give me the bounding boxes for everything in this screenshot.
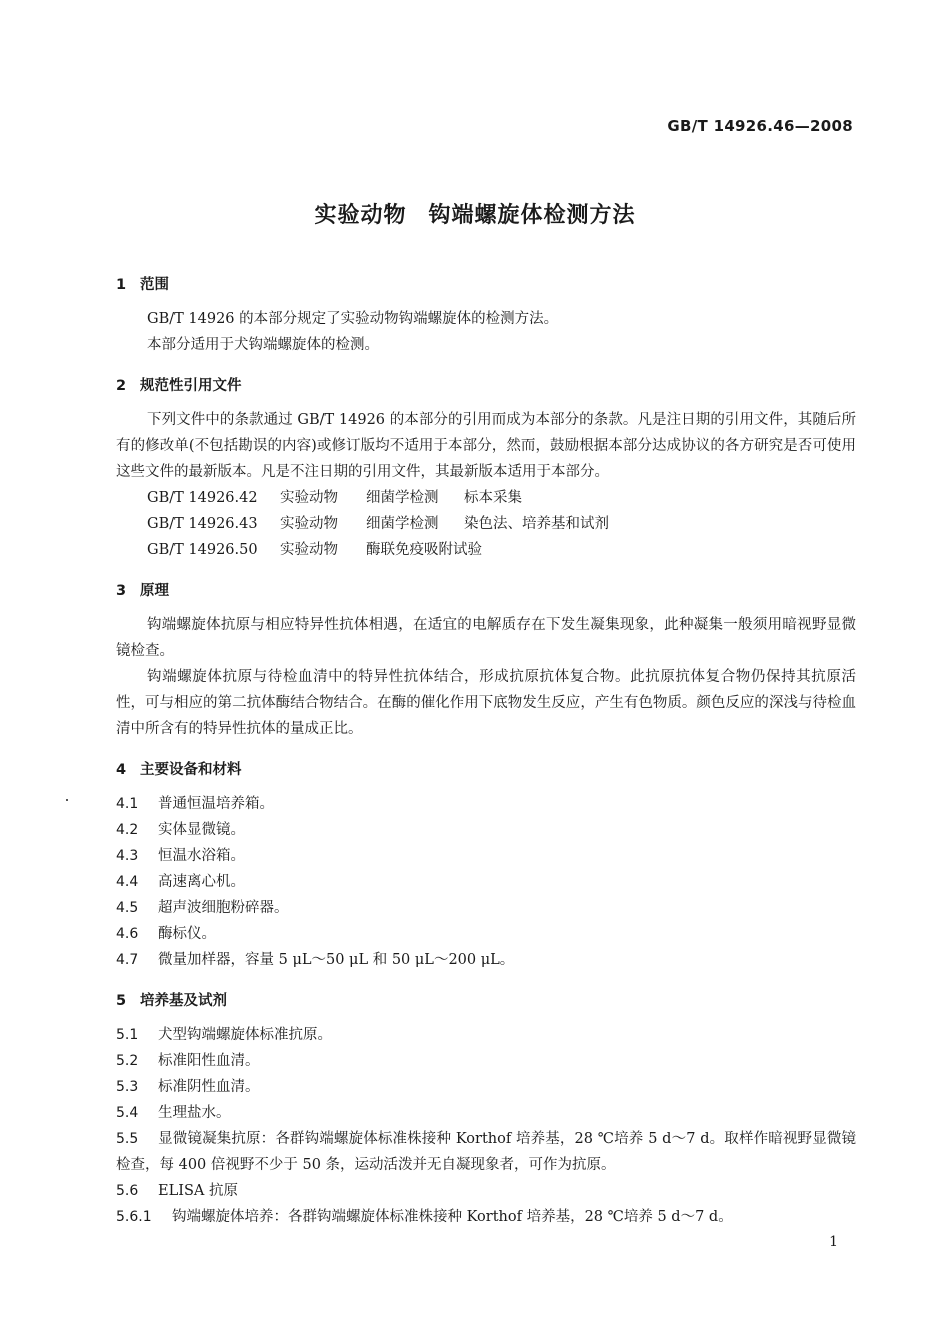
item-text: 恒温水浴箱。 xyxy=(158,848,245,864)
paragraph: 钩端螺旋体抗原与相应特异性抗体相遇，在适宜的电解质存在下发生凝集现象，此种凝集一般须用暗视野显微镜检查。 xyxy=(116,617,856,659)
list-item xyxy=(116,921,856,947)
reference-title-2: 细菌学检测 xyxy=(366,490,439,506)
section-3-heading xyxy=(116,578,856,604)
section-title: 规范性引用文件 xyxy=(140,378,242,394)
reference-title-3: 染色法、培养基和试剂 xyxy=(464,516,609,532)
item-number: 4.1 xyxy=(116,796,139,812)
section-title: 原理 xyxy=(140,583,169,599)
list-item xyxy=(116,895,856,921)
list-item xyxy=(116,1100,856,1126)
reference-title-2: 酶联免疫吸附试验 xyxy=(366,542,482,558)
section-2-heading xyxy=(116,373,856,399)
section-title: 范围 xyxy=(140,277,169,293)
paragraph: 钩端螺旋体抗原与待检血清中的特异性抗体结合，形成抗原抗体复合物。此抗原抗体复合物仍保持其抗原活性，可与相应的第二抗体酶结合物结合。在酶的催化作用下底物发生反应，产生有色物质。颜色反应的深浅与待检血清中所含有的特异性抗体的量成正比。 xyxy=(116,669,856,737)
item-number: 4.2 xyxy=(116,822,139,838)
section-number: 1 xyxy=(116,277,127,293)
item-text: 标准阴性血清。 xyxy=(158,1079,260,1095)
list-item xyxy=(116,1048,856,1074)
paragraph: 下列文件中的条款通过 GB/T 14926 的本部分的引用而成为本部分的条款。凡是注日期的引用文件，其随后所有的修改单(不包括勘误的内容)或修订版均不适用于本部分，然而，鼓励根据本部分达成协议的各方研究是否可使用这些文件的最新版本。凡是不注日期的引用文件，其最新版本适用于本部分。 xyxy=(116,412,856,480)
item-text: 普通恒温培养箱。 xyxy=(158,796,274,812)
item-text: 显微镜凝集抗原：各群钩端螺旋体标准株接种 Korthof 培养基，28 ℃培养 5 d～7 d。取样作暗视野显微镜检查，每 400 倍视野不少于 50 条，运动活泼并无自凝现象者，可作为抗原。 xyxy=(116,1131,856,1173)
reference-row xyxy=(116,511,856,537)
standard-number: GB/T 14926.46—2008 xyxy=(667,117,853,135)
list-item xyxy=(116,947,856,973)
item-number: 5.1 xyxy=(116,1027,139,1043)
item-number: 4.4 xyxy=(116,874,139,890)
item-text: 生理盐水。 xyxy=(158,1105,231,1121)
title-part-2: 钩端螺旋体检测方法 xyxy=(428,203,636,228)
item-text: 酶标仪。 xyxy=(158,926,216,942)
reference-code: GB/T 14926.42 xyxy=(147,490,258,506)
document-title xyxy=(0,198,950,229)
paragraph: 本部分适用于犬钩端螺旋体的检测。 xyxy=(147,337,379,353)
reference-code: GB/T 14926.50 xyxy=(147,542,258,558)
item-number: 4.3 xyxy=(116,848,139,864)
section-4-heading xyxy=(116,757,856,783)
item-text: 标准阳性血清。 xyxy=(158,1053,260,1069)
list-item xyxy=(116,843,856,869)
reference-row xyxy=(116,537,856,563)
section-number: 4 xyxy=(116,762,127,778)
item-text: 犬型钩端螺旋体标准抗原。 xyxy=(158,1027,332,1043)
list-item xyxy=(116,1204,856,1230)
section-5-heading xyxy=(116,988,856,1014)
list-item xyxy=(116,817,856,843)
item-number: 5.6 xyxy=(116,1183,139,1199)
item-number: 4.5 xyxy=(116,900,139,916)
item-number: 5.4 xyxy=(116,1105,139,1121)
item-text: 实体显微镜。 xyxy=(158,822,245,838)
title-part-1: 实验动物 xyxy=(314,203,407,228)
item-number: 5.3 xyxy=(116,1079,139,1095)
reference-title-2: 细菌学检测 xyxy=(366,516,439,532)
item-number: 5.2 xyxy=(116,1053,139,1069)
reference-code: GB/T 14926.43 xyxy=(147,516,258,532)
item-number: 5.5 xyxy=(116,1131,139,1147)
item-number: 4.7 xyxy=(116,952,139,968)
scan-speck xyxy=(66,799,68,801)
list-item xyxy=(116,1022,856,1048)
section-number: 5 xyxy=(116,993,127,1009)
item-number: 5.6.1 xyxy=(116,1209,152,1225)
page-number: 1 xyxy=(829,1234,838,1250)
reference-row xyxy=(116,485,856,511)
item-text: 钩端螺旋体培养：各群钩端螺旋体标准株接种 Korthof 培养基，28 ℃培养 5 d～7 d。 xyxy=(172,1209,733,1225)
item-text: 高速离心机。 xyxy=(158,874,245,890)
item-text: 微量加样器，容量 5 μL～50 μL 和 50 μL～200 μL。 xyxy=(158,952,515,968)
item-text: 超声波细胞粉碎器。 xyxy=(158,900,289,916)
list-item-paragraph xyxy=(116,1126,856,1178)
list-item xyxy=(116,791,856,817)
section-number: 2 xyxy=(116,378,127,394)
list-item xyxy=(116,869,856,895)
section-title: 主要设备和材料 xyxy=(140,762,242,778)
section-number: 3 xyxy=(116,583,127,599)
reference-title-3: 标本采集 xyxy=(464,490,522,506)
section-1-heading xyxy=(116,272,856,298)
reference-title-1: 实验动物 xyxy=(280,516,338,532)
section-title: 培养基及试剂 xyxy=(140,993,227,1009)
document-body xyxy=(116,272,856,1230)
paragraph: GB/T 14926 的本部分规定了实验动物钩端螺旋体的检测方法。 xyxy=(147,311,559,327)
item-text: ELISA 抗原 xyxy=(158,1183,238,1199)
reference-title-1: 实验动物 xyxy=(280,490,338,506)
list-item xyxy=(116,1178,856,1204)
reference-title-1: 实验动物 xyxy=(280,542,338,558)
list-item xyxy=(116,1074,856,1100)
item-number: 4.6 xyxy=(116,926,139,942)
